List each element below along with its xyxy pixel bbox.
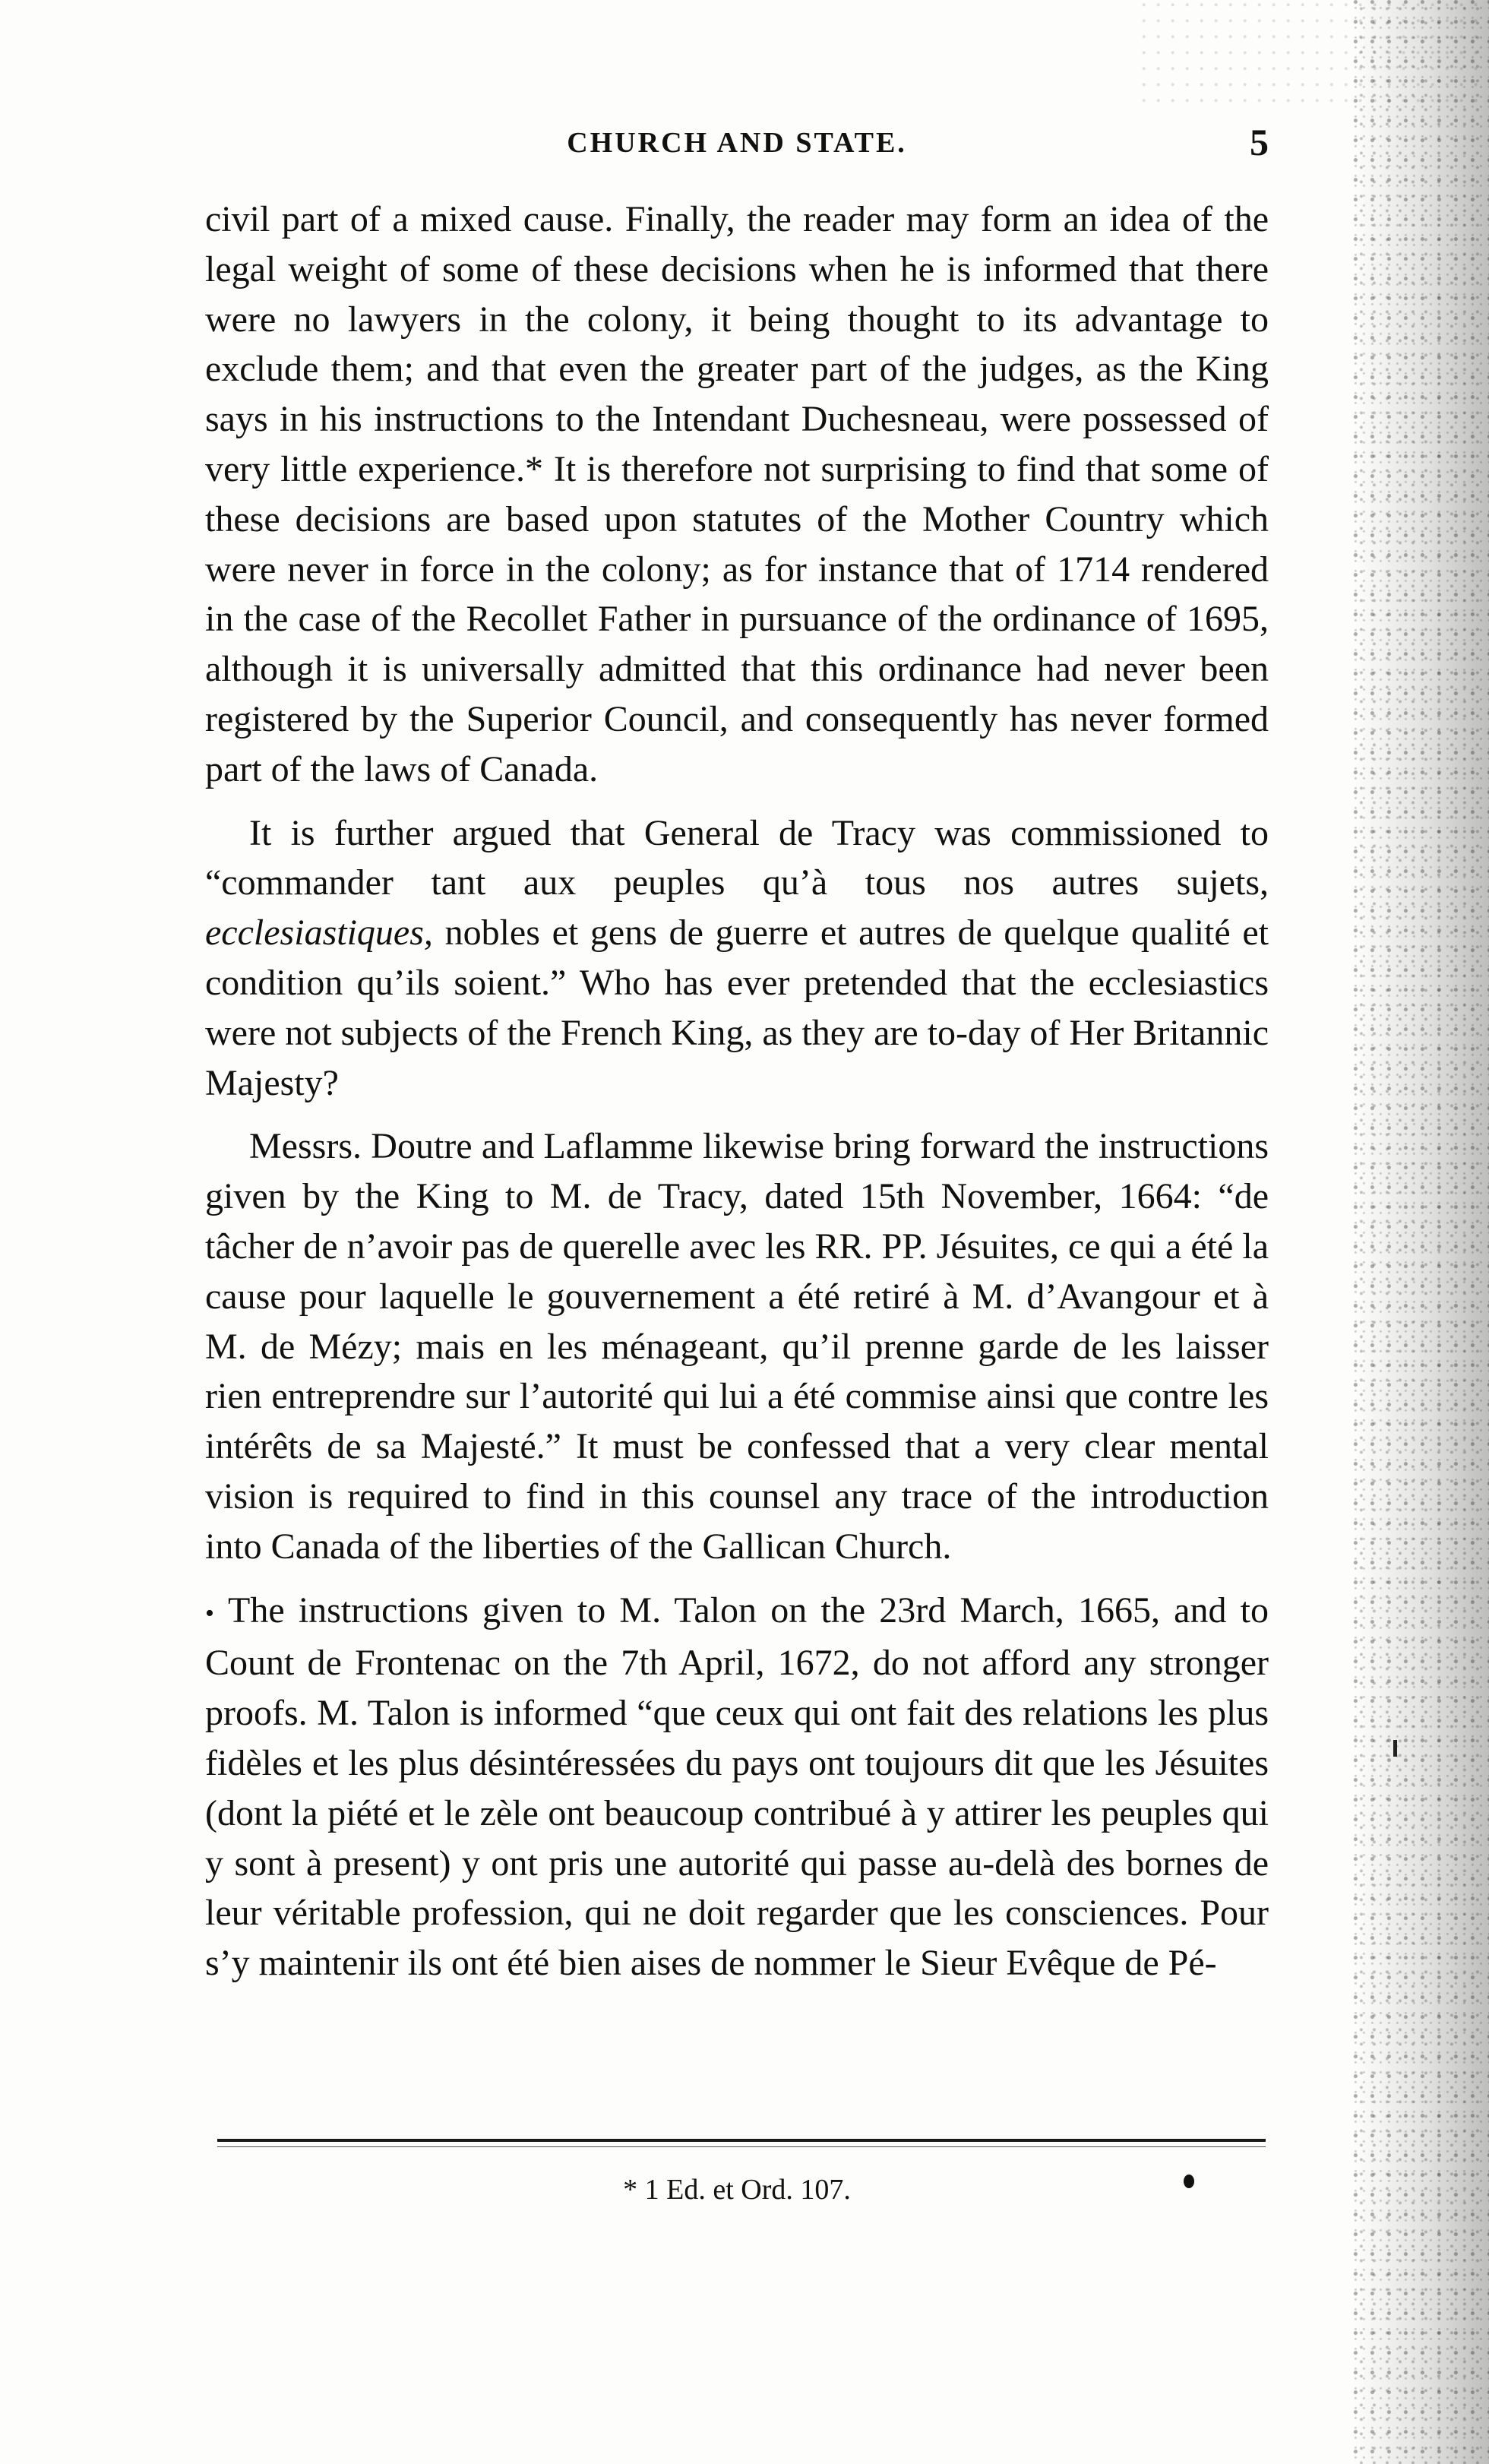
- running-head: CHURCH AND STATE.: [567, 127, 907, 159]
- scanned-page-edge: [1352, 0, 1489, 2464]
- footnote-rule: [217, 2139, 1266, 2142]
- paragraph-4: [205, 1586, 1269, 1988]
- page-number: 5: [1250, 121, 1269, 163]
- bullet-mark: •: [205, 1599, 214, 1627]
- footnote-rule-thin: [217, 2146, 1266, 2147]
- paragraph-2-text-start: It is further argued that General de Tracy was commissioned to “commander tant aux peuples qu’à tous nos autres sujets,: [205, 812, 1269, 903]
- body-text: [205, 195, 1269, 2002]
- paragraph-4-text: The instructions given to M. Talon on the 23rd March, 1665, and to Count de Frontenac on the 7th April, 1672, do not afford any stronger proofs. M. Talon is informed “que ceux qui ont fait des relations les plus fidèles et les plus désintéressées du pays ont toujours dit que les Jésuites (dont la piété et le zèle ont beaucoup contribué à y attirer les peuples qui y sont à present) y ont pris une autorité qui passe au-delà des bornes de leur véritable profession, qui ne doit regarder que les consciences. Pour s’y maintenir ils ont été bien aises de nommer le Sieur Evêque de Pé-: [205, 1589, 1269, 1984]
- page-header: [205, 120, 1269, 166]
- footnote: * 1 Ed. et Ord. 107.: [623, 2174, 851, 2206]
- paragraph-1: civil part of a mixed cause. Finally, the reader may form an idea of the legal weight of some of these decisions when he is informed that there were no lawyers in the colony, it being thought to its advantage to exclude them; and that even the greater part of the judges, as the King says in his instructions to the Intendant Duchesneau, were possessed of very little experience.* It is therefore not surprising to find that some of these decisions are based upon statutes of the Mother Country which were never in force in the colony; as for instance that of 1714 rendered in the case of the Recollet Father in pursuance of the ordinance of 1695, although it is universally admitted that this ordinance had never been registered by the Superior Council, and consequently has never formed part of the laws of Canada.: [205, 199, 1269, 789]
- ink-speck: [1184, 2175, 1194, 2188]
- scan-speckle: [1140, 0, 1489, 106]
- paragraph-2-text-end: nobles et gens de guerre et autres de quelque qualité et condition qu’ils soient.” Who has ever pretended that the ecclesiastics were not subjects of the French King, as they are to-day of Her Britannic Majesty?: [205, 913, 1269, 1103]
- paragraph-2-italic: ecclesiastiques,: [205, 913, 433, 954]
- ink-mark: [1393, 1740, 1397, 1757]
- paragraph-2: [205, 808, 1269, 1109]
- paragraph-3: Messrs. Doutre and Laflamme likewise bring forward the instructions given by the King to M. de Tracy, dated 15th November, 1664: “de tâcher de n’avoir pas de querelle avec les RR. PP. Jésuites, ce qui a été la cause pour laquelle le gouvernement a été retiré à M. d’Avangour et à M. de Mézy; mais en les ménageant, qu’il prenne garde de les laisser rien entreprendre sur l’autorité qui lui a été commise ainsi que contre les intérêts de sa Majesté.” It must be confessed that a very clear mental vision is required to find in this counsel any trace of the introduction into Canada of the liberties of the Gallican Church.: [205, 1126, 1269, 1567]
